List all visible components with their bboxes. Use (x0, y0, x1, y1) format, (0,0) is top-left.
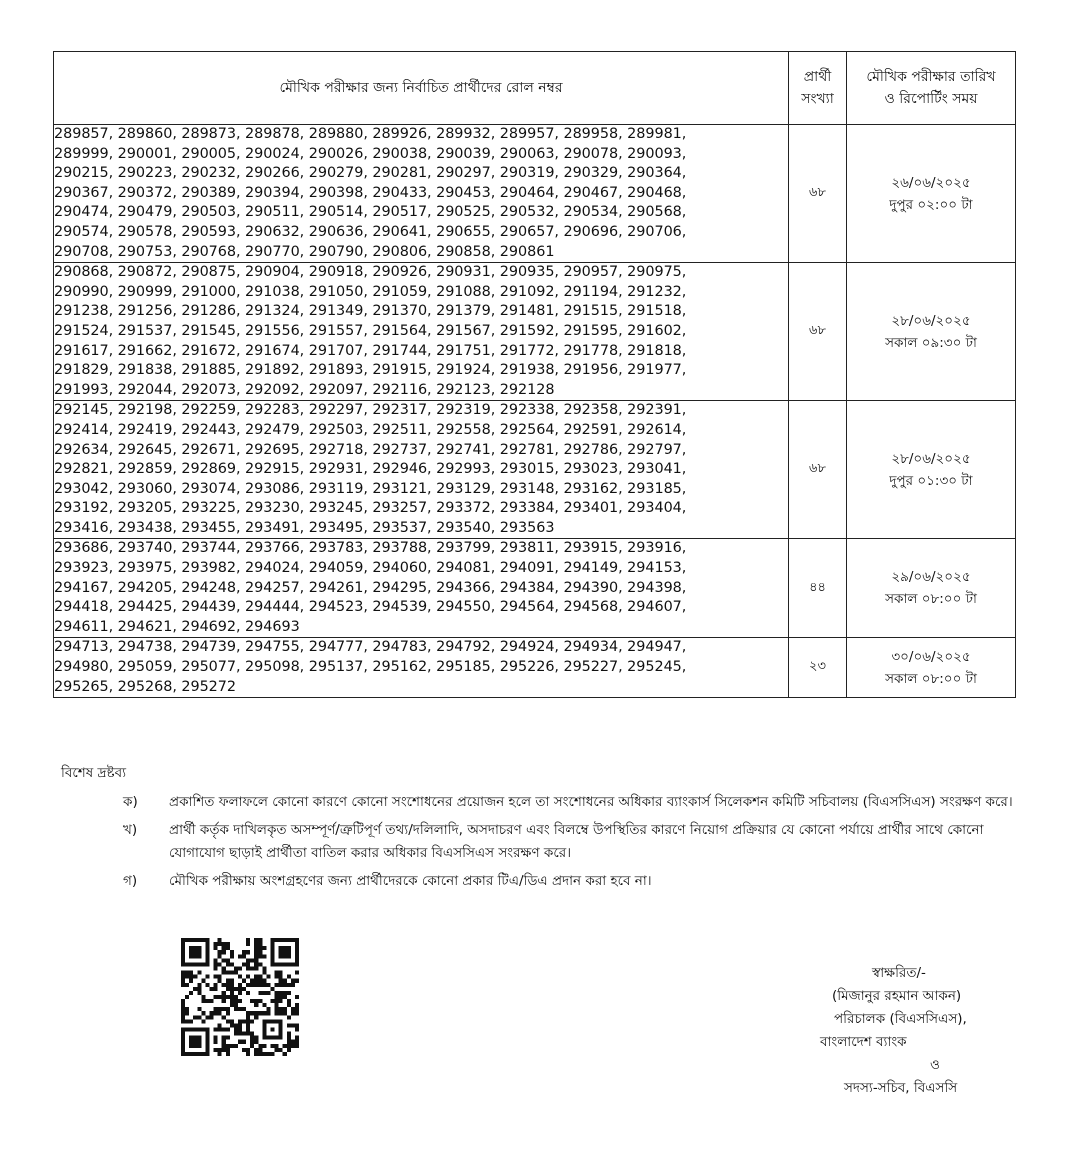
viva-date: ২৮/০৬/২০২৫ (891, 312, 971, 329)
date-time-cell (847, 638, 1016, 698)
roll-line: 290474, 290479, 290503, 290511, 290514, 290517, 290525, 290532, 290534, 290568, (54, 204, 687, 221)
roll-line: 290990, 290999, 291000, 291038, 291050, 291059, 291088, 291092, 291194, 291232, (54, 283, 687, 300)
roll-line: 294418, 294425, 294439, 294444, 294523, 294539, 294550, 294564, 294568, 294607, (54, 599, 687, 616)
date-time-cell (847, 263, 1016, 401)
note-text: প্রকাশিত ফলাফলে কোনো কারণে কোনো সংশোধনের প্রয়োজন হলে তা সংশোধনের অধিকার ব্যাংকার্স সিলেকশন কমিটি সচিবালয় (বিএসসিএস) সংরক্ষণ করে। (169, 794, 1013, 810)
special-notes (61, 762, 1016, 898)
roll-numbers-cell (54, 638, 789, 698)
roll-line: 292145, 292198, 292259, 292283, 292297, 292317, 292319, 292338, 292358, 292391, (54, 402, 687, 419)
candidate-count: ৪৪ (789, 539, 847, 638)
roll-line: 291829, 291838, 291885, 291892, 291893, 291915, 291924, 291938, 291956, 291977, (54, 362, 687, 379)
header-roll-numbers (54, 52, 789, 125)
table-row (54, 539, 1016, 638)
roll-line: 292414, 292419, 292443, 292479, 292503, 292511, 292558, 292564, 292591, 292614, (54, 421, 687, 438)
roll-numbers-cell (54, 125, 789, 263)
qr-code-icon (180, 938, 300, 1056)
date-time-cell (847, 539, 1016, 638)
roll-line: 293416, 293438, 293455, 293491, 293495, 293537, 293540, 293563 (54, 519, 555, 536)
roll-line: 291617, 291662, 291672, 291674, 291707, 291744, 291751, 291772, 291778, 291818, (54, 342, 687, 359)
table-row (54, 125, 1016, 263)
note-marker: খ) (123, 822, 138, 838)
roll-numbers-cell (54, 263, 789, 401)
reporting-time: দুপুর ০১:৩০ টা (889, 472, 973, 489)
header-date-line1: মৌখিক পরীক্ষার তারিখ (866, 69, 996, 85)
note-item (61, 791, 1016, 814)
signed-label: স্বাক্ষরিত/- (872, 965, 926, 981)
signatory-member: সদস্য-সচিব, বিএসসি (844, 1080, 958, 1096)
reporting-time: দুপুর ০২:০০ টা (889, 196, 973, 213)
signatory-organization: বাংলাদেশ ব্যাংক (820, 1034, 907, 1050)
note-item (61, 819, 1016, 865)
table-row (54, 401, 1016, 539)
note-item (61, 870, 1016, 893)
signature-block (790, 962, 1040, 1100)
table-header-row (54, 52, 1016, 125)
shortlist-table (53, 51, 1016, 698)
table-row (54, 638, 1016, 698)
roll-line: 291238, 291256, 291286, 291324, 291349, 291370, 291379, 291481, 291515, 291518, (54, 303, 687, 320)
roll-line: 294980, 295059, 295077, 295098, 295137, 295162, 295185, 295226, 295227, 295245, (54, 659, 687, 676)
note-marker: গ) (123, 873, 138, 889)
note-text: প্রার্থী কর্তৃক দাখিলকৃত অসম্পূর্ণ/ত্রুটিপূর্ণ তথ্য/দলিলাদি, অসদাচরণ এবং বিলম্বে উপস্থিতির কারণে নিয়োগ প্রক্রিয়ার যে কোনো পর্যায়ে প্রার্থীর সাথে কোনো যোগাযোগ ছাড়াই প্রার্থীতা বাতিল করার অধিকার বিএসসিএস সংরক্ষণ করে। (169, 822, 984, 861)
roll-numbers-cell (54, 539, 789, 638)
roll-line: 292821, 292859, 292869, 292915, 292931, 292946, 292993, 293015, 293023, 293041, (54, 461, 687, 478)
reporting-time: সকাল ০৮:০০ টা (885, 591, 977, 608)
candidate-count: ৬৮ (789, 125, 847, 263)
roll-line: 291524, 291537, 291545, 291556, 291557, 291564, 291567, 291592, 291595, 291602, (54, 322, 687, 339)
header-date-line2: ও রিপোর্টিং সময় (884, 91, 978, 107)
roll-line: 294713, 294738, 294739, 294755, 294777, 294783, 294792, 294924, 294934, 294947, (54, 639, 687, 656)
candidate-count: ৬৮ (789, 401, 847, 539)
qr-code-graphic (180, 938, 300, 1056)
note-text: মৌখিক পরীক্ষায় অংশগ্রহণের জন্য প্রার্থীদেরকে কোনো প্রকার টিএ/ডিএ প্রদান করা হবে না। (169, 873, 652, 889)
notes-title: বিশেষ দ্রষ্টব্য (61, 765, 127, 781)
roll-line: 290574, 290578, 290593, 290632, 290636, 290641, 290655, 290657, 290696, 290706, (54, 223, 687, 240)
roll-line: 293686, 293740, 293744, 293766, 293783, 293788, 293799, 293811, 293915, 293916, (54, 540, 687, 557)
header-roll-label: মৌখিক পরীক্ষার জন্য নির্বাচিত প্রার্থীদের রোল নম্বর (279, 80, 563, 96)
roll-line: 290215, 290223, 290232, 290266, 290279, 290281, 290297, 290319, 290329, 290364, (54, 165, 687, 182)
roll-line: 290708, 290753, 290768, 290770, 290790, 290806, 290858, 290861 (54, 243, 555, 260)
reporting-time: সকাল ০৮:০০ টা (885, 670, 977, 687)
header-count-line2: সংখ্যা (801, 91, 834, 107)
roll-line: 290367, 290372, 290389, 290394, 290398, 290433, 290453, 290464, 290467, 290468, (54, 184, 687, 201)
roll-numbers-cell (54, 401, 789, 539)
date-time-cell (847, 125, 1016, 263)
candidate-count: ৬৮ (789, 263, 847, 401)
viva-date: ৩০/০৬/২০২৫ (891, 648, 971, 665)
roll-line: 292634, 292645, 292671, 292695, 292718, 292737, 292741, 292781, 292786, 292797, (54, 441, 687, 458)
viva-date: ২৯/০৬/২০২৫ (891, 569, 971, 586)
roll-line: 290868, 290872, 290875, 290904, 290918, 290926, 290931, 290935, 290957, 290975, (54, 264, 687, 281)
table-row (54, 263, 1016, 401)
signatory-designation: পরিচালক (বিএসসিএস), (834, 1011, 967, 1027)
roll-line: 295265, 295268, 295272 (54, 678, 237, 695)
header-candidate-count (789, 52, 847, 125)
viva-date: ২৮/০৬/২০২৫ (891, 450, 971, 467)
header-date-time (847, 52, 1016, 125)
roll-line: 294167, 294205, 294248, 294257, 294261, 294295, 294366, 294384, 294390, 294398, (54, 579, 687, 596)
roll-line: 291993, 292044, 292073, 292092, 292097, 292116, 292123, 292128 (54, 381, 555, 398)
roll-line: 289999, 290001, 290005, 290024, 290026, 290038, 290039, 290063, 290078, 290093, (54, 145, 687, 162)
signatory-name: (মিজানুর রহমান আকন) (832, 988, 962, 1004)
roll-line: 293192, 293205, 293225, 293230, 293245, 293257, 293372, 293384, 293401, 293404, (54, 500, 687, 517)
date-time-cell (847, 401, 1016, 539)
candidate-count: ২৩ (789, 638, 847, 698)
roll-line: 294611, 294621, 294692, 294693 (54, 618, 300, 635)
roll-line: 293042, 293060, 293074, 293086, 293119, 293121, 293129, 293148, 293162, 293185, (54, 480, 687, 497)
signature-conjunction: ও (930, 1057, 940, 1073)
header-count-line1: প্রার্থী (803, 69, 832, 85)
reporting-time: সকাল ০৯:৩০ টা (885, 334, 977, 351)
roll-line: 289857, 289860, 289873, 289878, 289880, 289926, 289932, 289957, 289958, 289981, (54, 126, 687, 142)
roll-line: 293923, 293975, 293982, 294024, 294059, 294060, 294081, 294091, 294149, 294153, (54, 560, 687, 577)
viva-date: ২৬/০৬/২০২৫ (891, 174, 971, 191)
note-marker: ক) (123, 794, 138, 810)
